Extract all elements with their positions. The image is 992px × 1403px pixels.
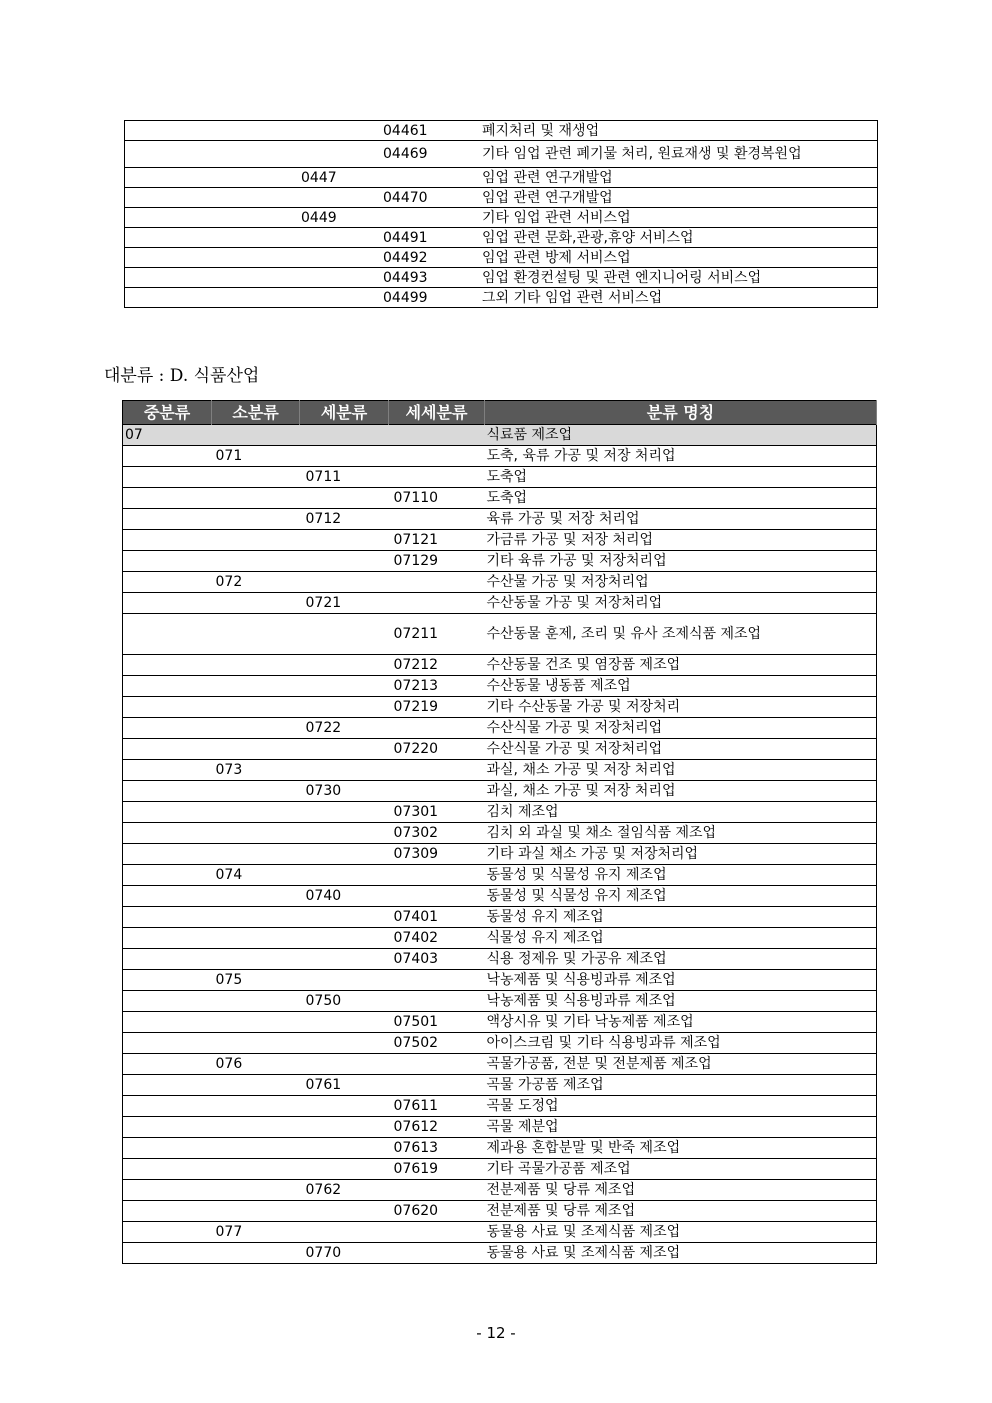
code-cell (212, 551, 300, 572)
table-header-row (123, 401, 877, 425)
code-cell (123, 655, 212, 676)
classification-name: 아이스크림 및 기타 식용빙과류 제조업 (485, 1033, 877, 1054)
code-cell (212, 488, 300, 509)
classification-name: 임업 관련 방제 서비스업 (480, 248, 878, 268)
classification-name: 기타 수산동물 가공 및 저장처리 (485, 697, 877, 718)
table-row (123, 949, 877, 970)
code-cell (212, 1201, 300, 1222)
code-cell (123, 1201, 212, 1222)
code-cell (212, 1138, 300, 1159)
code-cell (212, 886, 300, 907)
table-row (125, 188, 878, 208)
table-row (123, 886, 877, 907)
code-cell (212, 1159, 300, 1180)
table-row (125, 228, 878, 248)
classification-name: 동물성 및 식물성 유지 제조업 (485, 886, 877, 907)
code-cell: 07301 (389, 802, 485, 823)
code-cell (389, 865, 485, 886)
code-cell: 0730 (300, 781, 389, 802)
code-cell (125, 208, 300, 228)
code-cell: 07613 (389, 1138, 485, 1159)
classification-name: 수산동물 냉동품 제조업 (485, 676, 877, 697)
code-cell: 07309 (389, 844, 485, 865)
header-subdetail-category: 세세분류 (389, 401, 485, 425)
code-cell (299, 141, 379, 168)
code-cell (123, 823, 212, 844)
code-cell (123, 781, 212, 802)
classification-name: 곡물가공품, 전분 및 전분제품 제조업 (485, 1054, 877, 1075)
code-cell (212, 425, 300, 446)
continued-classification-table (124, 120, 878, 308)
code-cell: 07110 (389, 488, 485, 509)
code-cell: 075 (212, 970, 300, 991)
code-cell (123, 1012, 212, 1033)
classification-name: 식물성 유지 제조업 (485, 928, 877, 949)
classification-name: 기타 임업 관련 폐기물 처리, 원료재생 및 환경복원업 (480, 141, 878, 168)
code-cell (300, 1096, 389, 1117)
classification-name: 기타 과실 채소 가공 및 저장처리업 (485, 844, 877, 865)
code-cell: 076 (212, 1054, 300, 1075)
code-cell (212, 928, 300, 949)
code-cell (389, 970, 485, 991)
code-cell: 04469 (379, 141, 480, 168)
table-row (123, 1201, 877, 1222)
table-row (123, 655, 877, 676)
classification-name: 기타 육류 가공 및 저장처리업 (485, 551, 877, 572)
table-row (123, 1180, 877, 1201)
code-cell (123, 614, 212, 655)
code-cell (389, 718, 485, 739)
classification-name: 수산물 가공 및 저장처리업 (485, 572, 877, 593)
code-cell: 07121 (389, 530, 485, 551)
table-row (123, 614, 877, 655)
code-cell: 07502 (389, 1033, 485, 1054)
code-cell (123, 509, 212, 530)
code-cell: 07401 (389, 907, 485, 928)
code-cell (389, 593, 485, 614)
table-row (123, 530, 877, 551)
table-row (123, 907, 877, 928)
code-cell (123, 928, 212, 949)
header-classification-name: 분류 명칭 (485, 401, 877, 425)
code-cell (300, 739, 389, 760)
code-cell (379, 168, 480, 188)
classification-name: 도축, 육류 가공 및 저장 처리업 (485, 446, 877, 467)
code-cell (212, 593, 300, 614)
code-cell: 07501 (389, 1012, 485, 1033)
code-cell (123, 1117, 212, 1138)
code-cell (389, 425, 485, 446)
code-cell (300, 970, 389, 991)
table-row (123, 446, 877, 467)
code-cell (300, 844, 389, 865)
code-cell (212, 530, 300, 551)
classification-name: 동물성 및 식물성 유지 제조업 (485, 865, 877, 886)
code-cell (123, 530, 212, 551)
code-cell (125, 248, 300, 268)
code-cell (123, 1096, 212, 1117)
section-title: 대분류 : D. 식품산업 (104, 366, 260, 386)
code-cell (389, 509, 485, 530)
code-cell (123, 467, 212, 488)
code-cell (125, 141, 300, 168)
header-mid-category: 중분류 (123, 401, 212, 425)
table-row (123, 1138, 877, 1159)
table-row (123, 718, 877, 739)
code-cell: 07612 (389, 1117, 485, 1138)
code-cell (123, 865, 212, 886)
code-cell (123, 1180, 212, 1201)
classification-name: 곡물 가공품 제조업 (485, 1075, 877, 1096)
code-cell (300, 425, 389, 446)
code-cell (212, 1033, 300, 1054)
code-cell (300, 1159, 389, 1180)
classification-name: 동물용 사료 및 조제식품 제조업 (485, 1243, 877, 1264)
table-row (123, 593, 877, 614)
classification-name: 전분제품 및 당류 제조업 (485, 1201, 877, 1222)
code-cell (299, 268, 379, 288)
code-cell: 07212 (389, 655, 485, 676)
code-cell: 07403 (389, 949, 485, 970)
code-cell (123, 760, 212, 781)
code-cell (300, 802, 389, 823)
code-cell (300, 676, 389, 697)
code-cell (212, 1180, 300, 1201)
classification-name: 수산동물 가공 및 저장처리업 (485, 593, 877, 614)
code-cell: 04493 (379, 268, 480, 288)
classification-name: 가금류 가공 및 저장 처리업 (485, 530, 877, 551)
code-cell (379, 208, 480, 228)
code-cell (300, 1117, 389, 1138)
table-row (123, 467, 877, 488)
code-cell: 074 (212, 865, 300, 886)
code-cell (299, 188, 379, 208)
table-row (123, 1033, 877, 1054)
table-row (123, 425, 877, 446)
code-cell (299, 121, 379, 141)
code-cell (123, 1033, 212, 1054)
code-cell (389, 1180, 485, 1201)
classification-name: 수산동물 훈제, 조리 및 유사 조제식품 제조업 (485, 614, 877, 655)
code-cell (389, 572, 485, 593)
table-row (123, 1222, 877, 1243)
code-cell (123, 844, 212, 865)
code-cell: 07619 (389, 1159, 485, 1180)
code-cell (123, 446, 212, 467)
code-cell (123, 1054, 212, 1075)
code-cell: 04499 (379, 288, 480, 308)
code-cell (300, 655, 389, 676)
table-row (123, 1054, 877, 1075)
code-cell (212, 655, 300, 676)
code-cell (300, 949, 389, 970)
classification-name: 과실, 채소 가공 및 저장 처리업 (485, 781, 877, 802)
classification-name: 김치 외 과실 및 채소 절임식품 제조업 (485, 823, 877, 844)
code-cell: 07220 (389, 739, 485, 760)
table-row (125, 121, 878, 141)
code-cell (125, 168, 300, 188)
classification-name: 김치 제조업 (485, 802, 877, 823)
classification-name: 식료품 제조업 (485, 425, 877, 446)
code-cell (300, 697, 389, 718)
code-cell: 07211 (389, 614, 485, 655)
code-cell (389, 1075, 485, 1096)
code-cell (300, 907, 389, 928)
classification-name: 전분제품 및 당류 제조업 (485, 1180, 877, 1201)
classification-name: 임업 관련 연구개발업 (480, 188, 878, 208)
table-row (123, 991, 877, 1012)
code-cell: 04492 (379, 248, 480, 268)
table-row (123, 739, 877, 760)
code-cell (300, 572, 389, 593)
classification-name: 도축업 (485, 488, 877, 509)
table-row (125, 208, 878, 228)
code-cell: 0761 (300, 1075, 389, 1096)
code-cell (123, 1138, 212, 1159)
classification-name: 수산동물 건조 및 염장품 제조업 (485, 655, 877, 676)
classification-name: 도축업 (485, 467, 877, 488)
code-cell (212, 697, 300, 718)
classification-name: 동물용 사료 및 조제식품 제조업 (485, 1222, 877, 1243)
code-cell (212, 739, 300, 760)
code-cell (123, 991, 212, 1012)
code-cell (125, 268, 300, 288)
table-row (125, 141, 878, 168)
code-cell (123, 697, 212, 718)
code-cell: 072 (212, 572, 300, 593)
code-cell (300, 760, 389, 781)
table-row (125, 168, 878, 188)
classification-name: 과실, 채소 가공 및 저장 처리업 (485, 760, 877, 781)
code-cell (123, 802, 212, 823)
table-row (125, 288, 878, 308)
code-cell (212, 991, 300, 1012)
code-cell (123, 676, 212, 697)
header-detail-category: 세분류 (300, 401, 389, 425)
code-cell (300, 551, 389, 572)
code-cell (300, 488, 389, 509)
header-sub-category: 소분류 (212, 401, 300, 425)
table-row (123, 781, 877, 802)
table-row (123, 865, 877, 886)
code-cell (300, 1054, 389, 1075)
code-cell (212, 1075, 300, 1096)
code-cell: 0722 (300, 718, 389, 739)
code-cell (212, 676, 300, 697)
table-row (123, 1117, 877, 1138)
table-row (123, 1159, 877, 1180)
code-cell: 0762 (300, 1180, 389, 1201)
classification-name: 낙농제품 및 식용빙과류 제조업 (485, 991, 877, 1012)
code-cell (300, 823, 389, 844)
code-cell (123, 551, 212, 572)
code-cell (212, 781, 300, 802)
table-row (123, 509, 877, 530)
code-cell: 07302 (389, 823, 485, 844)
code-cell: 0711 (300, 467, 389, 488)
table-row (125, 268, 878, 288)
table-row (123, 488, 877, 509)
code-cell (389, 781, 485, 802)
code-cell: 07620 (389, 1201, 485, 1222)
table-row (123, 1243, 877, 1264)
code-cell: 0447 (299, 168, 379, 188)
code-cell: 07402 (389, 928, 485, 949)
classification-name: 제과용 혼합분말 및 반죽 제조업 (485, 1138, 877, 1159)
classification-name: 곡물 제분업 (485, 1117, 877, 1138)
code-cell (123, 1243, 212, 1264)
code-cell (300, 446, 389, 467)
classification-name: 육류 가공 및 저장 처리업 (485, 509, 877, 530)
table-row (123, 572, 877, 593)
code-cell (299, 288, 379, 308)
table-row (123, 551, 877, 572)
code-cell: 07611 (389, 1096, 485, 1117)
table-row (123, 1075, 877, 1096)
classification-name: 곡물 도정업 (485, 1096, 877, 1117)
code-cell (212, 1012, 300, 1033)
table-row (123, 1096, 877, 1117)
code-cell (123, 488, 212, 509)
code-cell: 04461 (379, 121, 480, 141)
code-cell: 07219 (389, 697, 485, 718)
code-cell: 073 (212, 760, 300, 781)
code-cell: 07 (123, 425, 212, 446)
code-cell (212, 614, 300, 655)
table-row (123, 760, 877, 781)
table-row (123, 676, 877, 697)
code-cell (212, 823, 300, 844)
code-cell: 04491 (379, 228, 480, 248)
code-cell (123, 949, 212, 970)
code-cell (300, 1012, 389, 1033)
code-cell (123, 572, 212, 593)
code-cell (125, 188, 300, 208)
classification-name: 임업 관련 연구개발업 (480, 168, 878, 188)
code-cell (389, 467, 485, 488)
classification-name: 액상시유 및 기타 낙농제품 제조업 (485, 1012, 877, 1033)
table-row (125, 248, 878, 268)
code-cell (212, 949, 300, 970)
code-cell: 071 (212, 446, 300, 467)
code-cell (123, 970, 212, 991)
classification-name: 수산식물 가공 및 저장처리업 (485, 739, 877, 760)
classification-name: 동물성 유지 제조업 (485, 907, 877, 928)
code-cell: 0740 (300, 886, 389, 907)
code-cell (300, 1222, 389, 1243)
code-cell (300, 928, 389, 949)
food-industry-classification-table (122, 400, 877, 1264)
code-cell (123, 1075, 212, 1096)
code-cell (300, 865, 389, 886)
code-cell (123, 593, 212, 614)
classification-name: 기타 임업 관련 서비스업 (480, 208, 878, 228)
classification-name: 식용 정제유 및 가공유 제조업 (485, 949, 877, 970)
code-cell (389, 1243, 485, 1264)
code-cell (123, 718, 212, 739)
code-cell (300, 614, 389, 655)
code-cell (212, 509, 300, 530)
code-cell (389, 1222, 485, 1243)
classification-name: 수산식물 가공 및 저장처리업 (485, 718, 877, 739)
classification-name: 그외 기타 임업 관련 서비스업 (480, 288, 878, 308)
code-cell (300, 1201, 389, 1222)
classification-name: 기타 곡물가공품 제조업 (485, 1159, 877, 1180)
table-row (123, 802, 877, 823)
table-row (123, 928, 877, 949)
classification-name: 임업 관련 문화,관광,휴양 서비스업 (480, 228, 878, 248)
code-cell: 0712 (300, 509, 389, 530)
code-cell: 0449 (299, 208, 379, 228)
classification-name: 임업 환경컨설팅 및 관련 엔지니어링 서비스업 (480, 268, 878, 288)
code-cell (125, 121, 300, 141)
code-cell (212, 1117, 300, 1138)
code-cell (123, 1159, 212, 1180)
code-cell: 0750 (300, 991, 389, 1012)
code-cell: 0721 (300, 593, 389, 614)
code-cell: 077 (212, 1222, 300, 1243)
code-cell (212, 467, 300, 488)
code-cell (212, 718, 300, 739)
code-cell (389, 1054, 485, 1075)
code-cell (212, 802, 300, 823)
code-cell (212, 907, 300, 928)
code-cell (300, 1033, 389, 1054)
code-cell (389, 991, 485, 1012)
code-cell (123, 886, 212, 907)
code-cell (389, 760, 485, 781)
table-row (123, 844, 877, 865)
table-row (123, 697, 877, 718)
code-cell (123, 1222, 212, 1243)
code-cell (123, 739, 212, 760)
code-cell: 07213 (389, 676, 485, 697)
code-cell (125, 228, 300, 248)
code-cell (123, 907, 212, 928)
table-row (123, 970, 877, 991)
code-cell (212, 844, 300, 865)
code-cell: 04470 (379, 188, 480, 208)
code-cell (212, 1243, 300, 1264)
classification-name: 낙농제품 및 식용빙과류 제조업 (485, 970, 877, 991)
code-cell (389, 446, 485, 467)
table-row (123, 1012, 877, 1033)
code-cell (300, 530, 389, 551)
code-cell: 07129 (389, 551, 485, 572)
classification-name: 폐지처리 및 재생업 (480, 121, 878, 141)
code-cell (125, 288, 300, 308)
code-cell (299, 248, 379, 268)
code-cell (299, 228, 379, 248)
code-cell: 0770 (300, 1243, 389, 1264)
page-number: - 12 - (476, 1324, 516, 1342)
table-row (123, 823, 877, 844)
code-cell (212, 1096, 300, 1117)
code-cell (389, 886, 485, 907)
code-cell (300, 1138, 389, 1159)
